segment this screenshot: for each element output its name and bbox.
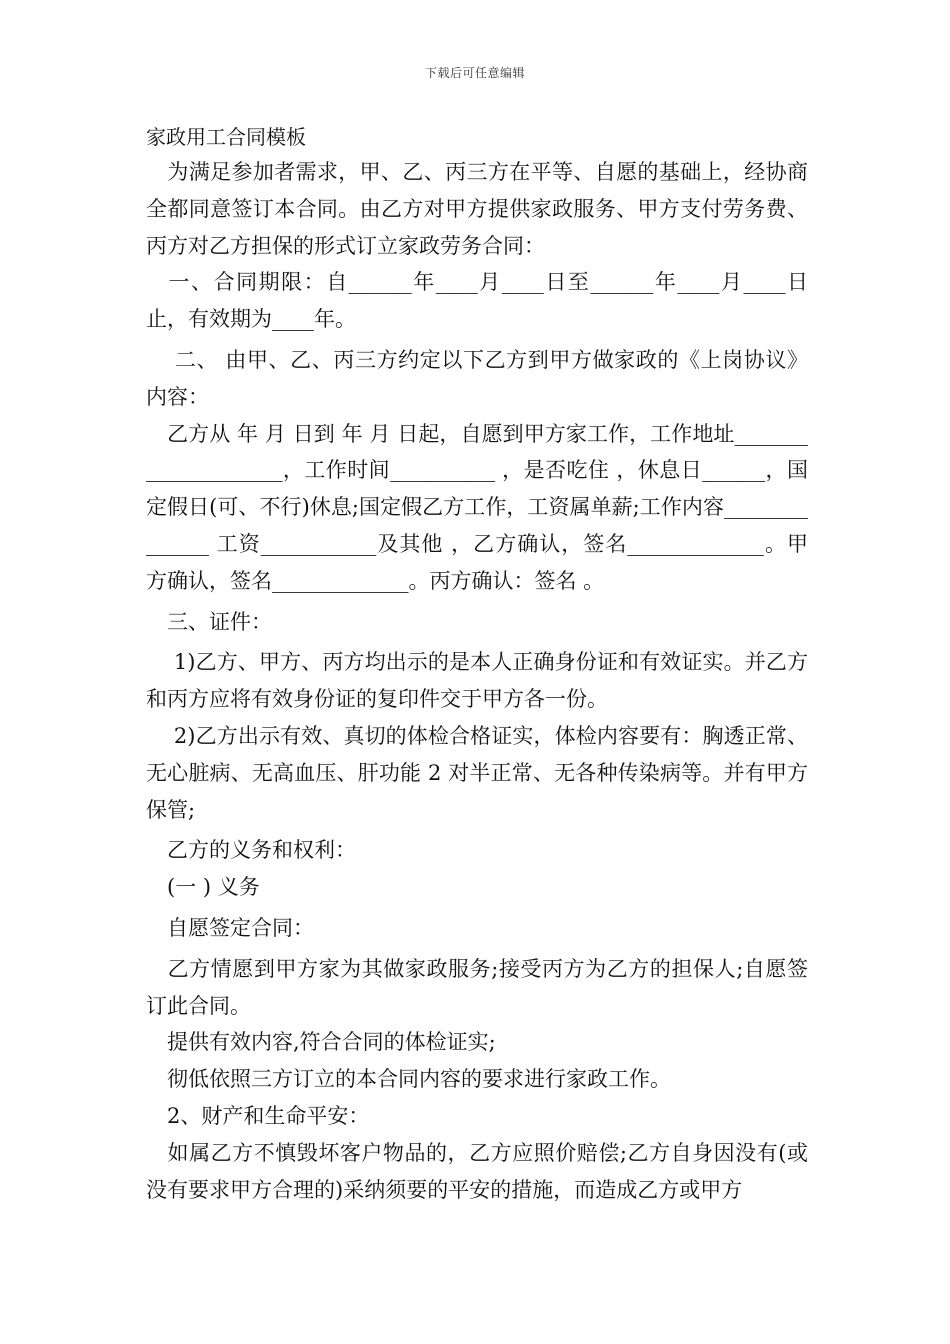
paragraph-documents-heading: 三、证件： — [146, 609, 272, 634]
paragraph-duties-heading: 乙方的义务和权利： — [146, 838, 356, 863]
paragraph-work-compliance: 彻低依照三方订立的本合同内容的要求进行家政工作。 — [146, 1067, 671, 1092]
document-body — [146, 154, 808, 1208]
header-note: 下载后可任意编辑 — [424, 66, 525, 80]
paragraph-duties-subheading: (一 ) 义务 — [146, 875, 260, 900]
paragraph-intro: 为满足参加者需求，甲、乙、丙三方在平等、自愿的基础上，经协商全都同意签订本合同。由乙方对甲方提供家政服务、甲方支付劳务费、丙方对乙方担保的形式订立家政劳务合同： — [146, 160, 808, 258]
paragraph-safety-heading: 2、财产和生命平安： — [146, 1103, 370, 1128]
paragraph-id-proof: 1)乙方、甲方、丙方均出示的是本人正确身份证和有效证实。并乙方和丙方应将有效身份证的复印件交于甲方各一份。 — [146, 650, 808, 712]
paragraph-voluntary-heading: 自愿签定合同： — [146, 915, 314, 940]
paragraph-voluntary-detail: 乙方情愿到甲方家为其做家政服务;接受丙方为乙方的担保人;自愿签订此合同。 — [146, 956, 808, 1018]
paragraph-health-proof: 提供有效内容,符合合同的体检证实; — [146, 1030, 496, 1055]
paragraph-health-check: 2)乙方出示有效、真切的体检合格证实，体检内容要有：胸透正常、无心脏病、无高血压、肝功能 2 对半正常、无各种传染病等。并有甲方保管; — [146, 723, 808, 822]
paragraph-work-details: 乙方从 年 月 日到 年 月 日起，自愿到甲方家工作，工作地址____________________，工作时间__________ ，是否吃住 ，休息日______，国定假日(可、不行)休息;国定假乙方工作，工资属单薪;工作内容______________ 工资___________及其他 ，乙方确认，签名_____________。甲方确认，签名_____________。丙方确认：签名 。 — [146, 421, 808, 593]
paragraph-term: 一、合同期限：自______年____月____日至______年____月____日止，有效期为____年。 — [146, 270, 808, 332]
document-title: 家政用工合同模板 — [146, 125, 306, 149]
paragraph-safety-detail: 如属乙方不慎毁坏客户物品的，乙方应照价赔偿;乙方自身因没有(或没有要求甲方合理的)采纳须要的平安的措施，而造成乙方或甲方 — [146, 1140, 808, 1202]
paragraph-agreement: 二、 由甲、乙、丙三方约定以下乙方到甲方做家政的《上岗协议》内容： — [146, 347, 808, 409]
